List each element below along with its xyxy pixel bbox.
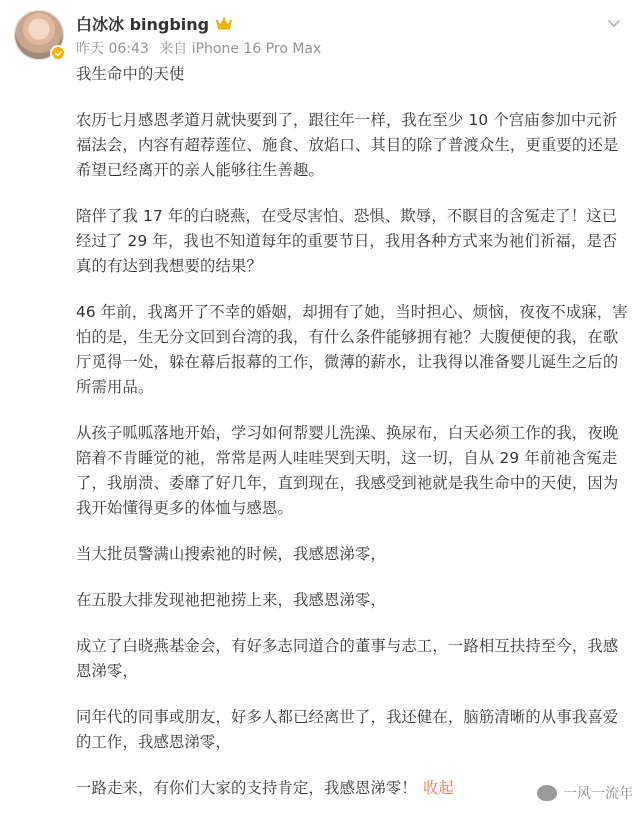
paragraph-9-text: 一路走来，有你们大家的支持肯定，我感恩涕零！: [76, 779, 417, 797]
post-header: [14, 10, 629, 60]
verified-badge-icon: [50, 45, 66, 61]
paragraph-2: 陪伴了我 17 年的白晓燕，在受尽害怕、恐惧、欺辱，不瞑目的含冤走了！这已经过了 29 年，我也不知道每年的重要节日，我用各种方式来为祂们祈福，是否真的有达到我想要的结果？: [76, 207, 618, 275]
paragraph-7: 成立了白晓燕基金会，有好多志同道合的董事与志工，一路相互扶持至今，我感恩涕零，: [76, 637, 619, 680]
post-meta: [76, 38, 321, 58]
paragraph-6: 在五股大排发现祂把祂捞上来，我感恩涕零，: [76, 591, 386, 609]
paragraph-3: 46 年前，我离开了不幸的婚姻，却拥有了她，当时担心、烦恼，夜夜不成寐，害怕的是，生无分文回到台湾的我，有什么条件能够拥有祂？大腹便便的我，在歌厅觅得一处，躲在幕后报幕的工作，微薄的薪水，让我得以准备婴儿诞生之后的所需用品。: [76, 303, 628, 396]
watermark: [537, 783, 633, 803]
crown-icon: [215, 16, 233, 32]
collapse-link[interactable]: 收起: [422, 779, 454, 797]
paragraph-1: 农历七月感恩孝道月就快要到了，跟往年一样，我在至少 10 个宫庙参加中元祈福法会，内容有超荐莲位、施食、放焰口、其目的除了普渡众生，更重要的还是希望已经离开的亲人能够往生善趣。: [76, 111, 619, 179]
watermark-text: 一风一流年: [563, 786, 633, 802]
author-name-row[interactable]: [76, 12, 233, 35]
watermark-logo-icon: [537, 785, 557, 801]
post-title: 我生命中的天使: [76, 65, 185, 83]
chevron-down-icon[interactable]: [605, 14, 623, 32]
paragraph-5: 当大批员警满山搜索祂的时候，我感恩涕零，: [76, 545, 386, 563]
post-source: 来自 iPhone 16 Pro Max: [159, 41, 322, 57]
post-time[interactable]: 昨天 06:43: [76, 41, 149, 57]
post-body: [76, 62, 628, 822]
paragraph-8: 同年代的同事或朋友，好多人都已经离世了，我还健在，脑筋清晰的从事我喜爱的工作，我感恩涕零，: [76, 708, 619, 751]
paragraph-4: 从孩子呱呱落地开始，学习如何帮婴儿洗澡、换尿布，白天必须工作的我，夜晚陪着不肯睡觉的祂，常常是两人哇哇哭到天明，这一切，自从 29 年前祂含冤走了，我崩溃、委靡了好几年，直到现在，我感受到祂就是我生命中的天使，因为我开始懂得更多的体恤与感恩。: [76, 424, 619, 517]
author-name[interactable]: 白冰冰 bingbing: [76, 15, 210, 34]
avatar-container[interactable]: [14, 10, 64, 60]
